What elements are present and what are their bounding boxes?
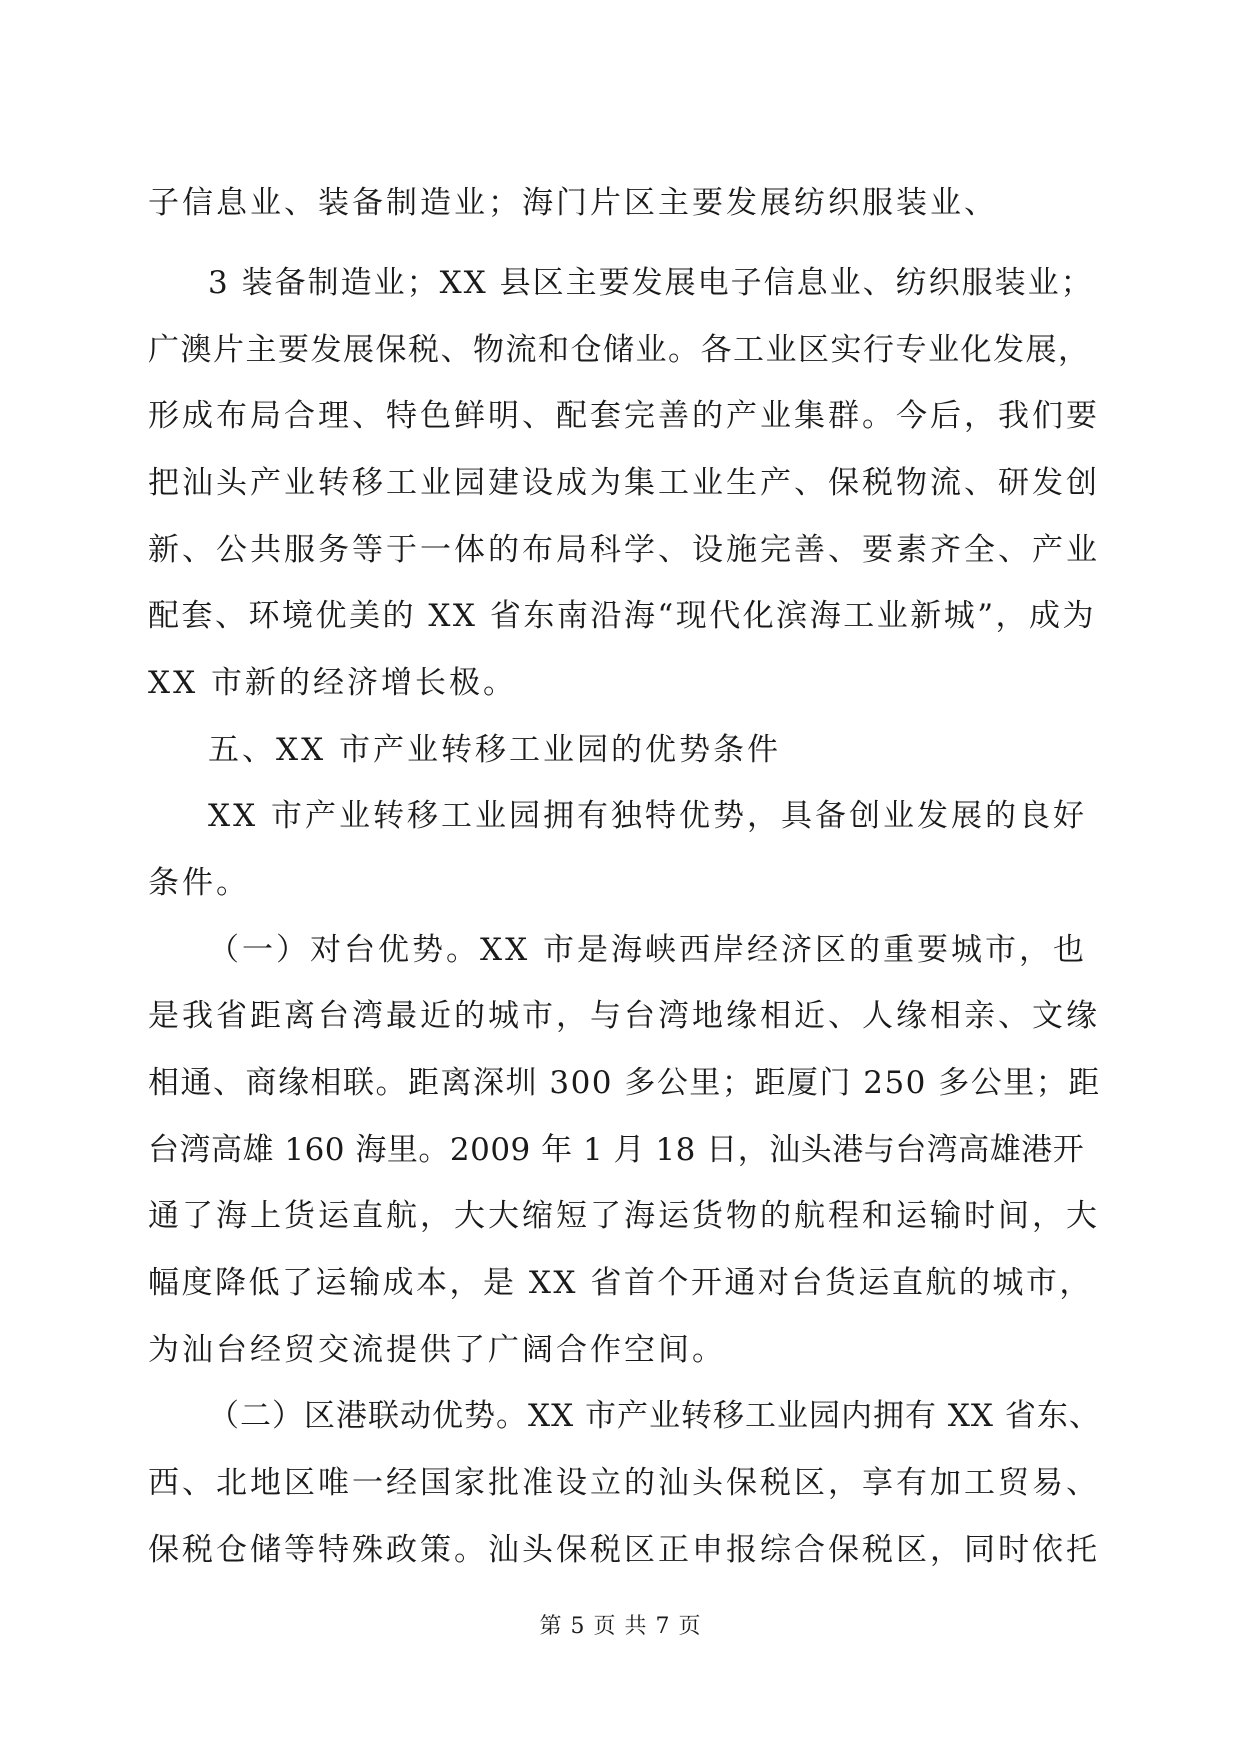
body-line: 条件。 [148, 865, 250, 901]
body-line: 为汕台经贸交流提供了广阔合作空间。 [148, 1332, 726, 1368]
body-line: XX 市新的经济增长极。 [148, 665, 517, 701]
body-line: 子信息业、装备制造业；海门片区主要发展纺织服装业、 [148, 185, 998, 221]
body-line: 西、北地区唯一经国家批准设立的汕头保税区，享有加工贸易、 [148, 1465, 1100, 1501]
body-line: 新、公共服务等于一体的布局科学、设施完善、要素齐全、产业 [148, 532, 1100, 568]
body-line: 保税仓储等特殊政策。汕头保税区正申报综合保税区，同时依托 [148, 1532, 1100, 1568]
body-line: 台湾高雄 160 海里。2009 年 1 月 18 日，汕头港与台湾高雄港开 [148, 1132, 1085, 1168]
body-line: 把汕头产业转移工业园建设成为集工业生产、保税物流、研发创 [148, 465, 1100, 501]
body-line: 配套、环境优美的 XX 省东南沿海“现代化滨海工业新城”，成为 [148, 598, 1097, 634]
section-heading: 五、XX 市产业转移工业园的优势条件 [208, 732, 781, 768]
body-line: 3 装备制造业；XX 县区主要发展电子信息业、纺织服装业； [208, 265, 1094, 301]
subsection-line: （一）对台优势。XX 市是海峡西岸经济区的重要城市，也 [208, 932, 1087, 968]
body-line: 幅度降低了运输成本，是 XX 省首个开通对台货运直航的城市， [148, 1265, 1093, 1301]
body-line: 通了海上货运直航，大大缩短了海运货物的航程和运输时间，大 [148, 1198, 1100, 1234]
body-line: 形成布局合理、特色鲜明、配套完善的产业集群。今后，我们要 [148, 398, 1100, 434]
body-line: 广澳片主要发展保税、物流和仓储业。各工业区实行专业化发展， [148, 332, 1091, 368]
body-line: 相通、商缘相联。距离深圳 300 多公里；距厦门 250 多公里；距 [148, 1065, 1101, 1101]
body-line: 是我省距离台湾最近的城市，与台湾地缘相近、人缘相亲、文缘 [148, 998, 1100, 1034]
page-footer: 第 5 页 共 7 页 [539, 1614, 702, 1639]
body-line: XX 市产业转移工业园拥有独特优势，具备创业发展的良好 [208, 798, 1087, 834]
subsection-line: （二）区港联动优势。XX 市产业转移工业园内拥有 XX 省东、 [208, 1398, 1101, 1434]
